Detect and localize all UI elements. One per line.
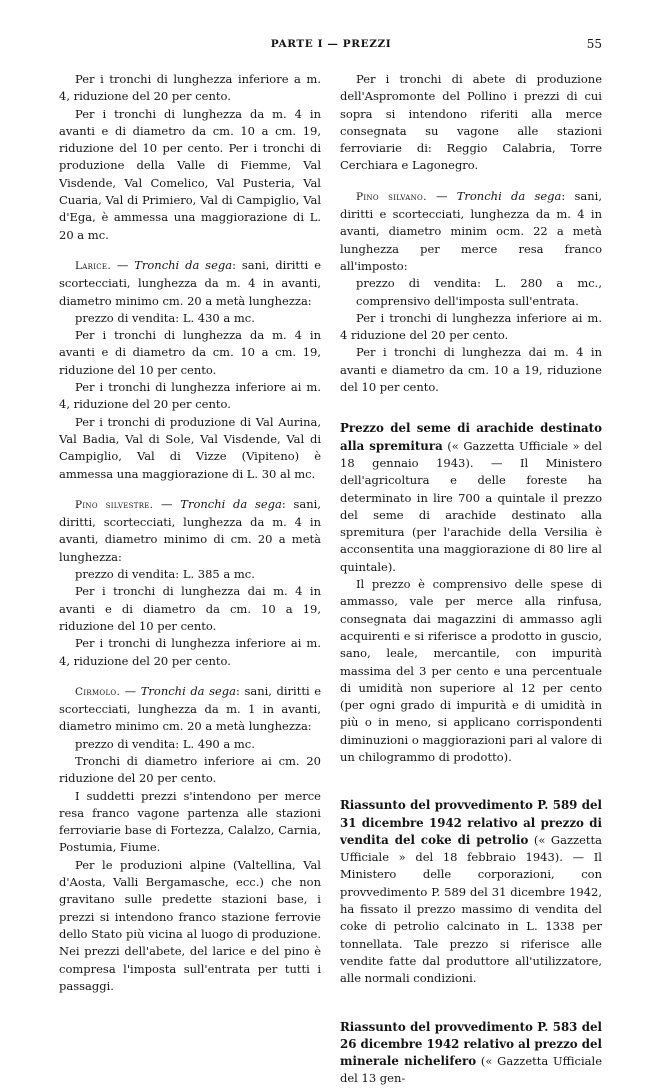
- paragraph: Per i tronchi di lunghezza da m. 4 in avanti e di diametro da cm. 10 a cm. 19, riduzione del 10 per cento. Per i tronchi di produzione della Valle di Fiemme, Val Visdende, Val Comelico, Val Pusteria, Val Cuaria, Val di Primiero, Val di Campiglio, Val d'Ega, è ammessa una maggiorazione di L. 20 a mc.: [59, 106, 321, 242]
- silvano-price: prezzo di vendita: L. 280 a mc., comprensivo dell'imposta sull'entrata.: [356, 276, 602, 308]
- paragraph: Per i tronchi di abete di produzione dell'Aspromonte del Pollino i prezzi di cui sopra si intendono riferiti alla merce consegnata su vagone alle stazioni ferroviarie di: Reggio Calabria, Torre Cerchiara e Lagonegro.: [340, 72, 602, 173]
- larice-italic: Tronchi da sega: [134, 257, 233, 272]
- larice-heading: Larice.: [75, 259, 111, 272]
- larice-section: [59, 257, 321, 310]
- arachide-article: [340, 420, 602, 576]
- paragraph: Il prezzo è comprensivo delle spese di ammasso, vale per merce alla rinfusa, consegnata dai magazzini di ammasso agli acquirenti e si riferisce a prodotto in guscio, sano, leale, mercantile, con impurità massima del 3 per cento e una percentuale di umidità non superiore al 12 per cento (per ogni grado di impurità e di umidità in più o in meno, si applicano corrispondenti diminuzioni o maggiorazioni pari al valore di un chilogrammo di prodotto).: [340, 577, 602, 764]
- paragraph: Per i tronchi di lunghezza dai m. 4 in avanti e diametro da cm. 10 a 19, riduzione del 10 per cento.: [340, 345, 602, 395]
- left-column: [59, 71, 321, 995]
- paragraph: Per i tronchi di lunghezza dai m. 4 in avanti e di diametro da cm. 10 a 19, riduzione del 10 per cento.: [59, 584, 321, 633]
- paragraph: Per i tronchi di lunghezza inferiore ai m. 4, riduzione del 20 per cento.: [59, 636, 321, 668]
- coke-article: [340, 797, 602, 987]
- silvestre-description: : sani, diritti, scortecciati, lunghezza da m. 4 in avanti, diametro minimo di cm. 20 a metà lunghezza:: [59, 496, 322, 564]
- silvano-section: [340, 188, 602, 275]
- dash: —: [153, 496, 181, 511]
- coke-title: Riassunto del provvedimento P. 589 del 31 dicembre 1942 relativo al prezzo di vendita del coke di petrolio: [340, 798, 602, 847]
- dash: —: [426, 188, 457, 203]
- paragraph: Per le produzioni alpine (Valtellina, Val d'Aosta, Valli Bergamasche, ecc.) che non gravitano sulle predette stazioni base, i prezzi si intendono franco stazione ferrovie dello Stato più vicina al luogo di produzione. Nei prezzi dell'abete, del larice e del pino è compresa l'imposta sull'entrata per tutti i passaggi.: [59, 857, 321, 993]
- nickel-title: Riassunto del provvedimento P. 583 del 26 dicembre 1942 relativo al prezzo del minerale nichelifero: [340, 1019, 602, 1069]
- cirmolo-section: [59, 683, 321, 736]
- right-column: [340, 71, 602, 1088]
- arachide-title: Prezzo del seme di arachide destinato alla spremitura: [340, 421, 602, 453]
- arachide-text: (« Gazzetta Ufficiale » del 18 gennaio 1943). — Il Ministero dell'agricoltura e delle foreste ha determinato in lire 700 a quintale il prezzo del seme di arachide destinato alla spremitura (per l'arachide della Versilia è acconsentita una maggiorazione di 80 lire al quintale).: [340, 438, 602, 574]
- silvestre-price: prezzo di vendita: L. 385 a mc.: [75, 567, 255, 582]
- larice-price: prezzo di vendita: L. 430 a mc.: [75, 310, 255, 325]
- larice-description: : sani, diritti e scortecciati, lunghezza da m. 4 in avanti, diametro minimo cm. 20 a metà lunghezza:: [59, 257, 322, 308]
- paragraph: Per i tronchi di produzione di Val Aurina, Val Badia, Val di Sole, Val Visdende, Val di Campiglio, Val di Vizze (Vipiteno) è ammessa una maggiorazione di L. 30 al mc.: [59, 414, 321, 481]
- paragraph: Per i tronchi di lunghezza inferiore ai m. 4, riduzione del 20 per cento.: [59, 380, 321, 412]
- dash: —: [120, 683, 141, 698]
- silvestre-section: [59, 496, 321, 566]
- cirmolo-price: prezzo di vendita: L. 490 a mc.: [75, 736, 255, 751]
- silvano-italic: Tronchi da sega: [456, 188, 562, 203]
- nickel-article: [340, 1019, 602, 1088]
- paragraph: I suddetti prezzi s'intendono per merce resa franco vagone partenza alle stazioni ferroviarie base di Fortezza, Calalzo, Carnia, Postumia, Fiume.: [59, 788, 321, 855]
- silvestre-heading: Pino silvestre.: [75, 498, 154, 511]
- page-header: [60, 36, 602, 52]
- nickel-text: (« Gazzetta Ufficiale del 13 gen-: [340, 1054, 602, 1086]
- silvano-heading: Pino silvano.: [356, 190, 427, 203]
- running-title: PARTE I — PREZZI: [270, 38, 392, 50]
- cirmolo-heading: Cirmolo.: [75, 685, 121, 698]
- cirmolo-description: : sani, diritti e scortecciati, lunghezza da m. 1 in avanti, diametro minimo cm. 20 a metà lunghezza:: [59, 683, 322, 734]
- silvano-description: : sani, diritti e scortecciati, lunghezza da m. 4 in avanti, diametro minim ocm. 22 a metà lunghezza per merce resa franco all'imposto:: [340, 188, 602, 273]
- paragraph: Per i tronchi di lunghezza inferiore ai m. 4 riduzione del 20 per cento.: [340, 310, 602, 343]
- paragraph: Per i tronchi di lunghezza inferiore a m. 4, riduzione del 20 per cento.: [59, 72, 321, 104]
- coke-text: (« Gazzetta Ufficiale » del 18 febbraio 1943). — Il Ministero delle corporazioni, con provvedimento P. 589 del 31 dicembre 1942, ha fissato il prezzo massimo di vendita del coke di petrolio calcinato in L. 1338 per tonnellata. Tale prezzo si riferisce alle vendite fatte dal produttore all'utilizzatore, alle normali condizioni.: [340, 832, 602, 986]
- page-number: 55: [586, 37, 602, 51]
- paragraph: Tronchi di diametro inferiore ai cm. 20 riduzione del 20 per cento.: [59, 753, 321, 786]
- paragraph: Per i tronchi di lunghezza da m. 4 in avanti e di diametro da cm. 10 a cm. 19, riduzione del 10 per cento.: [59, 328, 321, 377]
- silvestre-italic: Tronchi da sega: [180, 496, 282, 511]
- cirmolo-italic: Tronchi da sega: [140, 683, 237, 698]
- dash: —: [110, 257, 135, 272]
